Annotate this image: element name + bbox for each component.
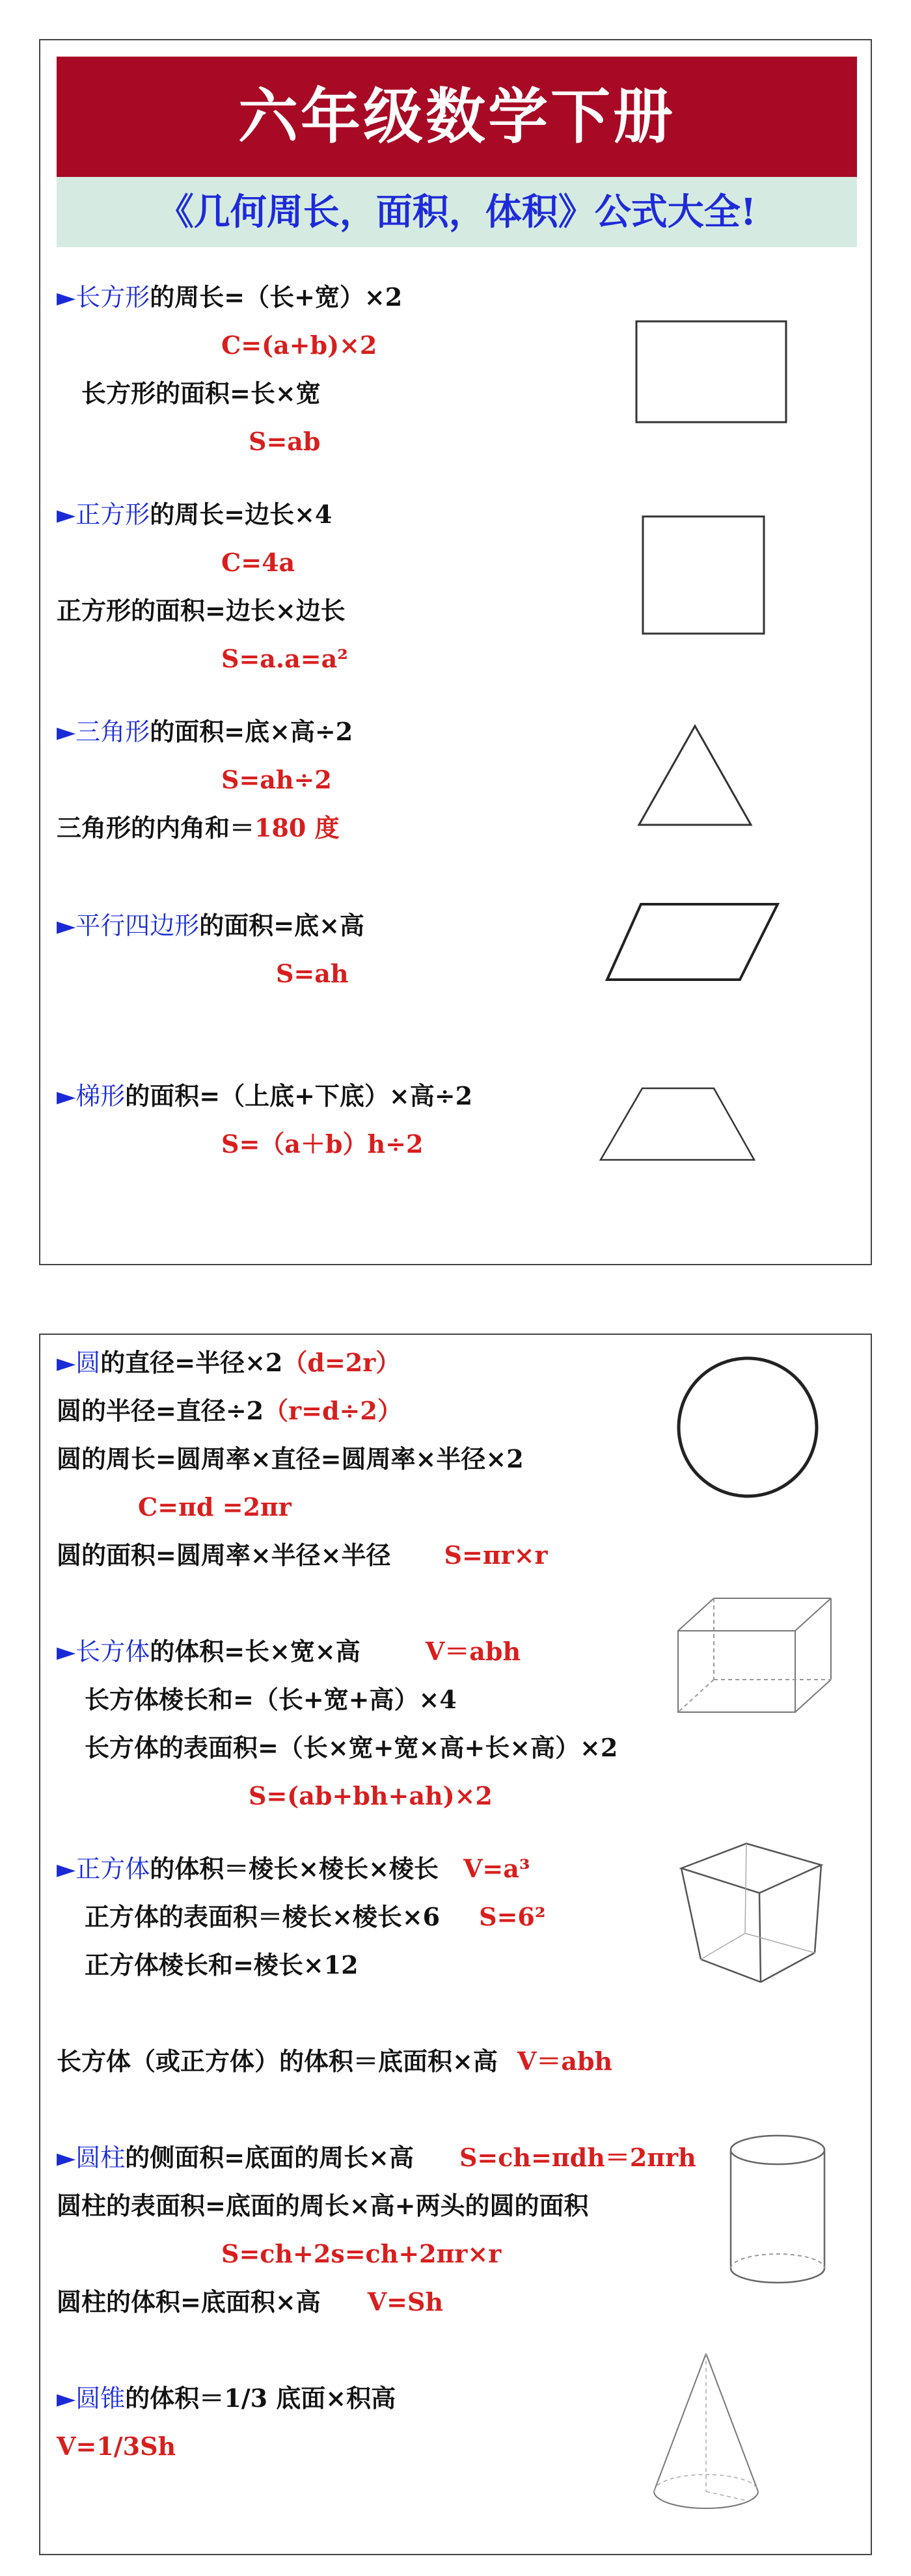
cylinder-figure-icon xyxy=(727,2132,831,2288)
circle-figure-icon xyxy=(675,1354,821,1501)
page-subtitle: 《几何周长，面积，体积》公式大全! xyxy=(57,177,857,247)
cuboid-name: 长方体 xyxy=(75,1637,150,1666)
rectangle-name: 长方形 xyxy=(75,283,150,312)
square-area-rule: 正方形的面积=边长×边长 xyxy=(57,596,346,625)
cylinder-name: 圆柱 xyxy=(75,2143,126,2172)
cuboid-surface-rule: 长方体的表面积=（长×宽+宽×高+长×高）×2 xyxy=(85,1733,618,1762)
cube-volume-formula: V=a³ xyxy=(463,1854,530,1883)
bullet-arrow-icon: ► xyxy=(57,2383,76,2413)
rectangle-perimeter-formula: C=(a+b)×2 xyxy=(221,330,377,360)
cube-name: 正方体 xyxy=(75,1855,150,1883)
cylinder-surface-formula: S=ch+2s=ch+2πr×r xyxy=(221,2239,502,2268)
circle-area-formula: S=πr×r xyxy=(444,1540,548,1570)
bullet-arrow-icon: ► xyxy=(57,1854,76,1883)
triangle-name: 三角形 xyxy=(75,718,150,746)
cylinder-volume-formula: V=Sh xyxy=(367,2287,444,2316)
cuboid-volume-rule: ►长方体的体积=长×宽×高 V＝abh xyxy=(57,1637,521,1666)
triangle-area-rule: ►三角形的面积=底×高÷2 xyxy=(57,717,353,746)
trapezoid-area-rule: ►梯形的面积=（上底+下底）×高÷2 xyxy=(57,1081,473,1110)
panel-circle-and-solids xyxy=(39,1334,872,2555)
bullet-arrow-icon: ► xyxy=(57,1081,76,1110)
triangle-figure-icon xyxy=(634,722,757,829)
trapezoid-figure-icon xyxy=(597,1084,759,1166)
square-perimeter-formula: C=4a xyxy=(221,548,295,577)
circle-circumference-formula: C=πd =2πr xyxy=(138,1492,292,1522)
square-perimeter-rule: ►正方形的周长=边长×4 xyxy=(57,500,333,529)
general-volume-rule: 长方体（或正方体）的体积＝底面积×高 V＝abh xyxy=(57,2046,613,2076)
cube-volume-rule: ►正方体的体积＝棱长×棱长×棱长 V=a³ xyxy=(57,1854,530,1883)
cuboid-edge-rule: 长方体棱长和=（长+宽+高）×4 xyxy=(85,1685,457,1714)
cuboid-volume-formula: V＝abh xyxy=(425,1637,521,1666)
triangle-angle-rule: 三角形的内角和＝180 度 xyxy=(57,813,340,842)
cuboid-surface-formula: S=(ab+bh+ah)×2 xyxy=(249,1781,493,1810)
rectangle-area-rule: 长方形的面积=长×宽 xyxy=(81,379,321,408)
bullet-arrow-icon: ► xyxy=(57,500,76,529)
circle-area-rule: 圆的面积=圆周率×半径×半径 S=πr×r xyxy=(57,1540,548,1570)
triangle-area-formula: S=ah÷2 xyxy=(221,765,332,794)
cone-volume-formula: V=1/3Sh xyxy=(57,2432,176,2461)
parallelogram-figure-icon xyxy=(603,900,782,985)
cylinder-lateral-rule: ►圆柱的侧面积=底面的周长×高 S=ch=πdh＝2πrh xyxy=(57,2143,696,2172)
bullet-arrow-icon: ► xyxy=(57,2143,76,2172)
cylinder-surface-rule: 圆柱的表面积=底面的周长×高+两头的圆的面积 xyxy=(57,2191,589,2220)
panel-2d-shapes xyxy=(39,39,872,1265)
cube-figure-icon xyxy=(675,1836,831,1989)
parallelogram-name: 平行四边形 xyxy=(75,911,200,940)
circle-diameter-rule: ►圆的直径=半径×2（d=2r） xyxy=(57,1348,401,1377)
trapezoid-name: 梯形 xyxy=(75,1082,126,1110)
cylinder-volume-rule: 圆柱的体积=底面积×高 V=Sh xyxy=(57,2287,444,2316)
bullet-arrow-icon: ► xyxy=(57,1637,76,1666)
bullet-arrow-icon: ► xyxy=(57,717,76,746)
cube-edge-rule: 正方体棱长和=棱长×12 xyxy=(85,1950,359,1979)
triangle-angle-value: 180 度 xyxy=(254,813,340,842)
cone-name: 圆锥 xyxy=(75,2384,126,2413)
cube-surface-formula: S=6² xyxy=(479,1902,546,1931)
bullet-arrow-icon: ► xyxy=(57,282,76,312)
general-volume-formula: V＝abh xyxy=(517,2046,613,2076)
bullet-arrow-icon: ► xyxy=(57,911,76,940)
rectangle-perimeter-rule: ►长方形的周长=（长+宽）×2 xyxy=(57,282,403,312)
parallelogram-area-rule: ►平行四边形的面积=底×高 xyxy=(57,911,364,940)
cone-figure-icon xyxy=(649,2350,766,2519)
bullet-arrow-icon: ► xyxy=(57,1348,76,1377)
square-area-formula: S=a.a=a² xyxy=(221,644,348,673)
trapezoid-area-formula: S=（a＋b）h÷2 xyxy=(221,1129,424,1159)
circle-radius-rule: 圆的半径=直径÷2（r=d÷2） xyxy=(57,1396,402,1425)
cone-volume-rule: ►圆锥的体积＝1/3 底面×积高 xyxy=(57,2383,396,2413)
rectangle-area-formula: S=ab xyxy=(249,427,321,456)
square-name: 正方形 xyxy=(75,500,150,529)
rectangle-figure-icon xyxy=(634,319,790,426)
cylinder-lateral-formula: S=ch=πdh＝2πrh xyxy=(459,2143,696,2172)
square-figure-icon xyxy=(640,514,767,637)
circle-circumference-rule: 圆的周长=圆周率×直径=圆周率×半径×2 xyxy=(57,1444,524,1473)
circle-name: 圆 xyxy=(75,1348,101,1377)
parallelogram-area-formula: S=ah xyxy=(276,959,349,988)
cube-surface-rule: 正方体的表面积＝棱长×棱长×6 S=6² xyxy=(85,1902,546,1931)
page-title: 六年级数学下册 xyxy=(57,57,857,177)
cuboid-figure-icon xyxy=(675,1595,837,1719)
